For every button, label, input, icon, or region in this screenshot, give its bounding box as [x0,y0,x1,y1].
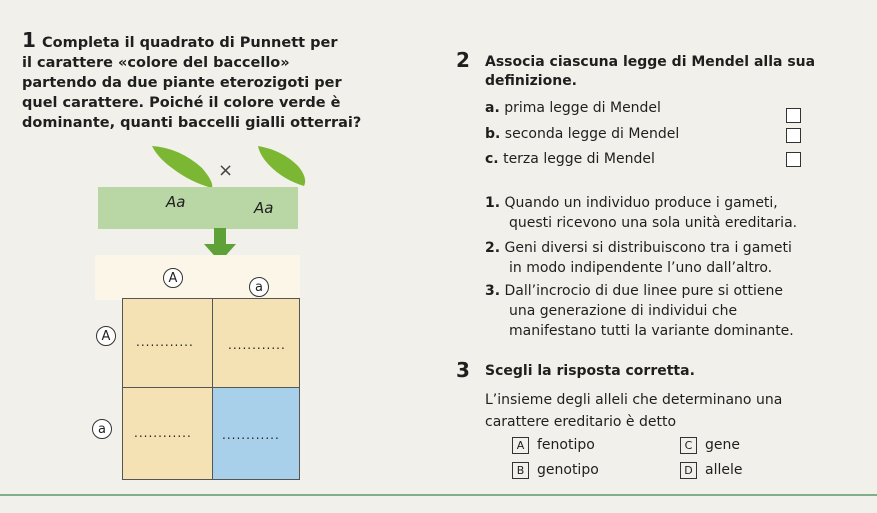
punnett-square [122,298,300,480]
allele-row-a: a [92,419,112,439]
law-option-text: seconda legge di Mendel [504,126,680,142]
blank-line[interactable]: ............ [228,338,286,352]
exercise-3-title: Scegli la risposta corretta. [485,363,695,379]
exercise-2-line: Associa ciascuna legge di Mendel alla sua [485,54,816,70]
exercise-3-line: carattere ereditario è detto [485,414,677,430]
exercise-2-number: 2 [456,48,470,72]
exercise-1-line: il carattere «colore del baccello» [22,55,290,71]
statement-number: 3. [485,283,501,299]
choice-letter: D [680,462,697,479]
parent-2-genotype: Aa [254,199,274,217]
statement-line: manifestano tutti la variante dominante. [509,323,794,339]
allele-col-a: a [249,277,269,297]
page-divider [0,494,877,496]
blank-line[interactable]: ............ [134,426,192,440]
choice-d[interactable] [680,462,742,479]
statement-line: una generazione di individui che [509,303,738,319]
choice-text: fenotipo [537,437,595,453]
answer-box[interactable] [786,108,801,123]
choice-text: genotipo [537,462,599,478]
choice-b[interactable] [512,462,599,479]
exercise-1-line: quel carattere. Poiché il colore verde è [22,95,341,111]
exercise-3-number: 3 [456,358,470,382]
statement-3 [485,281,794,341]
exercise-1-line: Completa il quadrato di Punnett per [42,35,338,51]
green-pod-icon [258,146,305,186]
allele-row-A: A [96,326,116,346]
statement-line: questi ricevono una sola unità ereditaria. [509,215,798,231]
exercise-1-text [22,33,432,133]
cross-symbol: × [218,160,234,181]
law-option-label: b. [485,126,501,142]
allele-col-A: A [163,268,183,288]
statement-line: in modo indipendente l’uno dall’altro. [509,260,773,276]
statement-1 [485,193,797,233]
statement-line: Geni diversi si distribuiscono tra i gameti [504,240,792,256]
choice-text: allele [705,462,743,478]
choice-letter: A [512,437,529,454]
law-option-text: terza legge di Mendel [503,151,655,167]
exercise-3-text [485,389,782,433]
exercise-3-line: L’insieme degli alleli che determinano una [485,392,783,408]
law-option [485,100,661,116]
exercise-1-line: dominante, quanti baccelli gialli otterrai? [22,115,362,131]
choice-letter: C [680,437,697,454]
choice-a[interactable] [512,437,595,454]
choice-c[interactable] [680,437,740,454]
law-option-text: prima legge di Mendel [504,100,661,116]
answer-box[interactable] [786,152,801,167]
statement-number: 2. [485,240,501,256]
green-pod-icon [152,146,212,188]
statement-line: Quando un individuo produce i gameti, [504,195,778,211]
exercise-1-line: partendo da due piante eterozigoti per [22,75,342,91]
blank-line[interactable]: ............ [222,428,280,442]
choice-text: gene [705,437,740,453]
answer-box[interactable] [786,128,801,143]
exercise-2-line: definizione. [485,73,578,89]
law-option [485,126,679,142]
statement-number: 1. [485,195,501,211]
statement-2 [485,238,792,278]
statement-line: Dall’incrocio di due linee pure si ottiene [504,283,783,299]
blank-line[interactable]: ............ [136,335,194,349]
exercise-1-number: 1 [22,28,36,52]
choice-letter: B [512,462,529,479]
law-option-label: a. [485,100,500,116]
parent-1-genotype: Aa [166,193,186,211]
law-option-label: c. [485,151,499,167]
law-option [485,151,655,167]
punnett-header [95,255,300,300]
exercise-2-text [485,53,815,91]
